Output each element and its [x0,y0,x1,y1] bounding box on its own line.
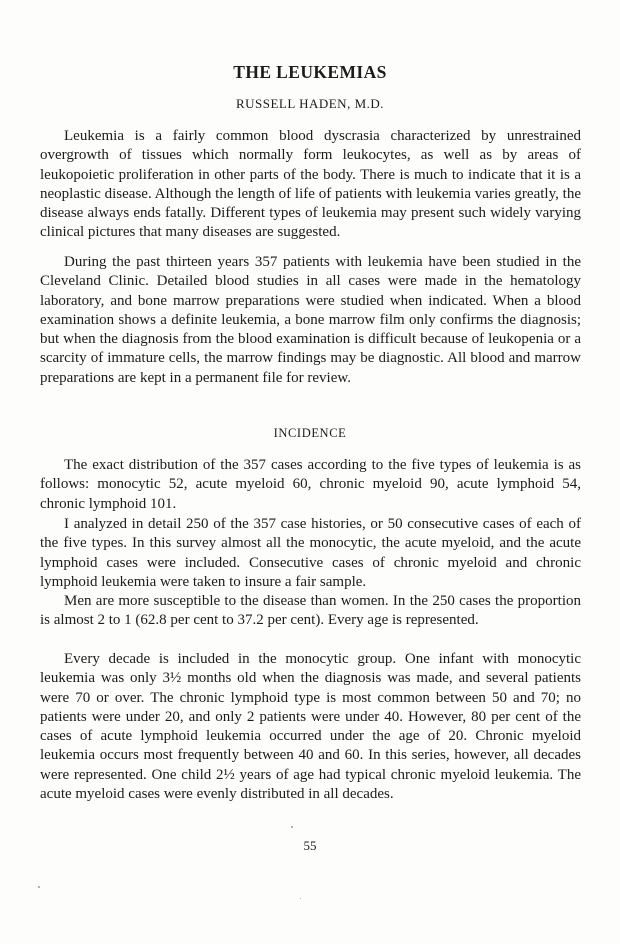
paper-speck [300,898,301,899]
paper-speck [38,886,40,888]
intro-paragraph-1: Leukemia is a fairly common blood dyscrasia characterized by unrestrained overgrowth of tissues which normally form leukocytes, as well as by areas of leukopoietic proliferation in other parts of the body. There is much to indicate that it is a neoplastic disease. Although the length of life of patients with leukemia varies greatly, the disease always ends fatally. Different types of leukemia may present such widely varying clinical pictures that many diseases are suggested. [40,128,581,241]
section-heading-incidence: INCIDENCE [273,426,347,440]
incidence-paragraph-4: Every decade is included in the monocytic group. One infant with monocytic leukemia was only 3½ months old when the diagnosis was made, and several patients were 70 or over. The chronic lymphoid type is most common between 50 and 70; no patients were under 20, and only 2 patients were under 40. However, 80 per cent of the cases of acute lymphoid leukemia occurred under the age of 20. Chronic myeloid leukemia occurs most frequently between 40 and 60. In this series, however, all decades were represented. One child 2½ years of age had typical chronic myeloid leukemia. The acute myeloid cases were evenly distributed in all decades. [40,651,581,803]
article-title: THE LEUKEMIAS [233,62,387,82]
intro-paragraph-2: During the past thirteen years 357 patients with leukemia have been studied in the Cleveland Clinic. Detailed blood studies in all cases were made in the hematology laboratory, and bone marrow preparations were studied when indicated. When a blood examination shows a definite leukemia, a bone marrow film only confirms the diagnosis; but when the diagnosis from the blood examination is difficult because of leukopenia or a scarcity of immature cells, the marrow findings may be diagnostic. All blood and marrow preparations are kept in a permanent file for review. [40,254,581,386]
article-author: RUSSELL HADEN, M.D. [235,96,385,111]
incidence-paragraph-3: Men are more susceptible to the disease than women. In the 250 cases the proportion is almost 2 to 1 (62.8 per cent to 37.2 per cent). Every age is represented. [40,593,581,629]
incidence-paragraph-1: The exact distribution of the 357 cases according to the five types of leukemia is as follows: monocytic 52, acute myeloid 60, chronic myeloid 90, acute lymphoid 54, chronic lymphoid 101. [40,457,581,512]
incidence-paragraph-2: I analyzed in detail 250 of the 357 case histories, or 50 consecutive cases of each of the five types. In this survey almost all the monocytic, the acute myeloid, and the acute lymphoid cases were included. Consecutive cases of chronic myeloid and chronic lymphoid leukemia were taken to insure a fair sample. [40,516,581,590]
paper-speck [291,826,293,828]
page-number: 55 [303,838,317,853]
